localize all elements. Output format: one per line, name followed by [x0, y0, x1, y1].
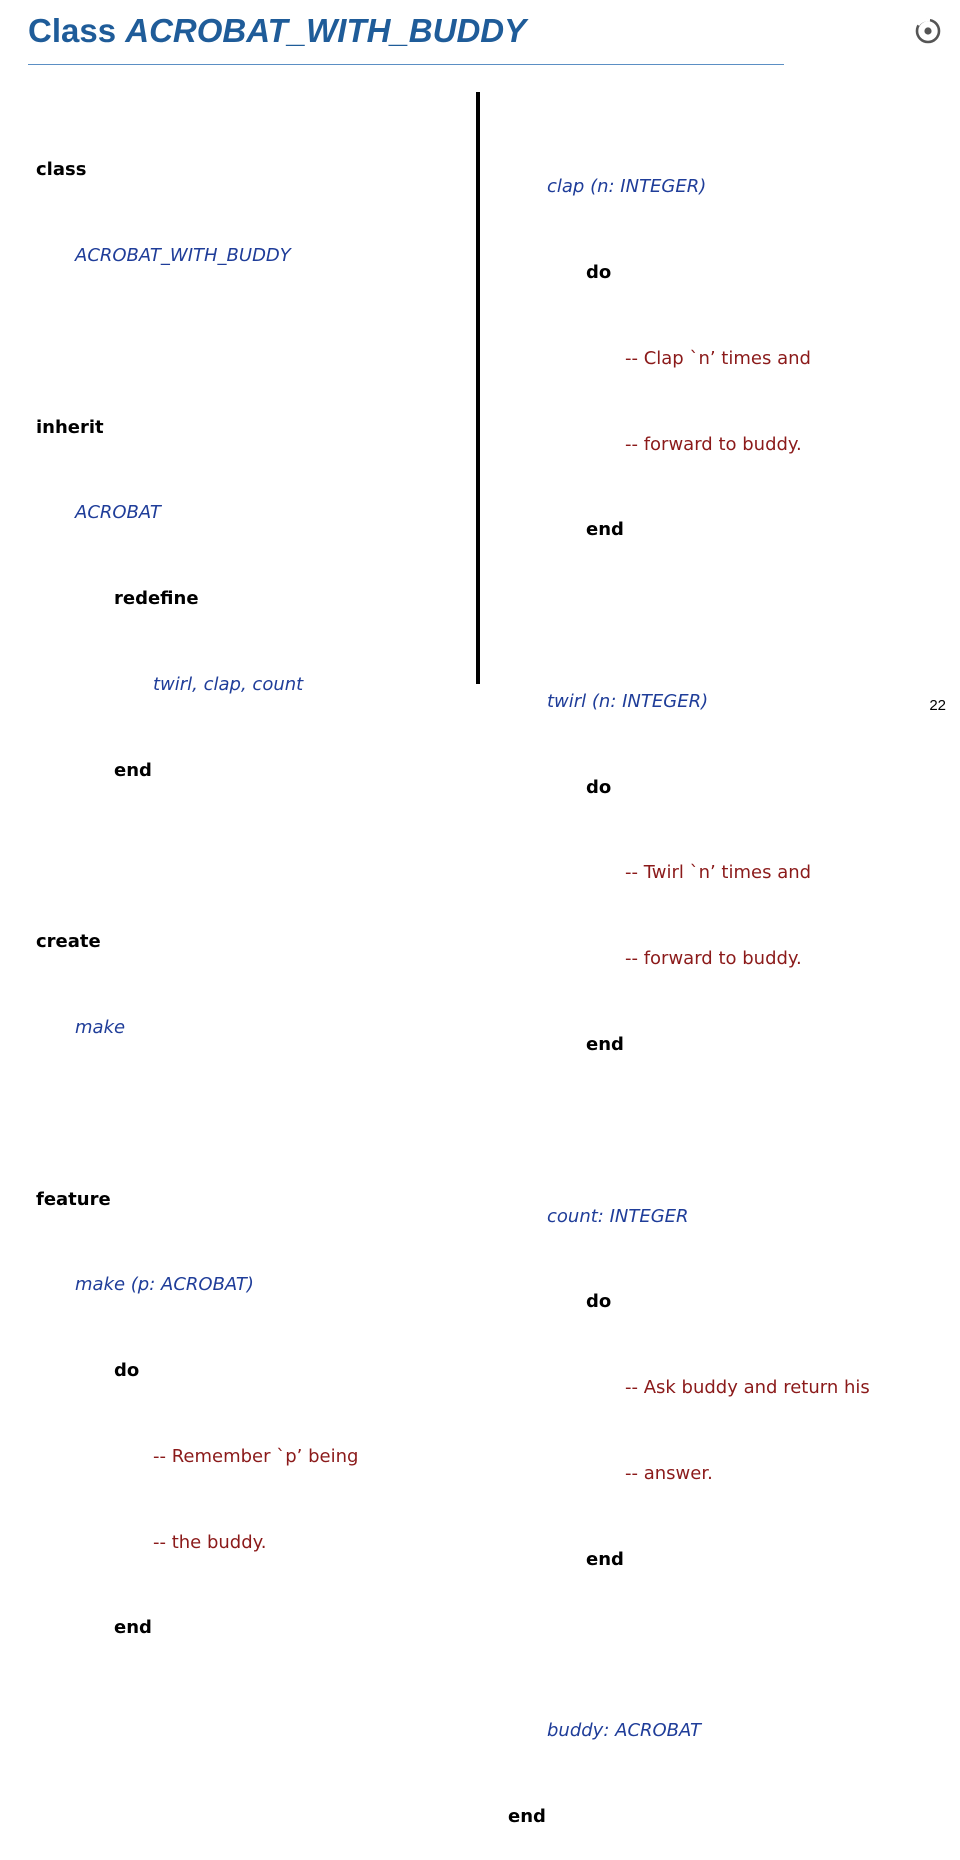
code-left-column — [36, 99, 358, 1672]
keyword-do: do — [586, 261, 612, 283]
make-signature: make (p: ACROBAT) — [75, 1274, 254, 1296]
parent-class: ACROBAT — [75, 502, 161, 524]
keyword-end: end — [586, 519, 624, 541]
slide-title — [28, 12, 526, 50]
class-name: ACROBAT_WITH_BUDDY — [75, 244, 291, 266]
code-comment: -- the buddy. — [153, 1531, 267, 1553]
title-class-name: ACROBAT_WITH_BUDDY — [125, 12, 527, 49]
code-comment: -- Remember `p’ being — [153, 1445, 359, 1467]
count-signature: count: INTEGER — [547, 1205, 689, 1227]
keyword-do: do — [586, 1291, 612, 1313]
buddy-signature: buddy: ACROBAT — [547, 1720, 702, 1742]
keyword-class: class — [36, 159, 87, 181]
keyword-inherit: inherit — [36, 416, 104, 438]
code-comment: -- forward to buddy. — [625, 433, 802, 455]
blank-line — [36, 1100, 358, 1129]
blank-line — [36, 328, 358, 357]
title-underline — [28, 64, 784, 65]
title-prefix: Class — [28, 12, 117, 49]
keyword-redefine: redefine — [114, 588, 199, 610]
keyword-end: end — [586, 1548, 624, 1570]
blank-line — [508, 602, 870, 631]
blank-line — [36, 842, 358, 871]
clap-signature: clap (n: INTEGER) — [547, 176, 707, 198]
redefined-features: twirl, clap, count — [153, 673, 304, 695]
keyword-create: create — [36, 931, 101, 953]
page-number: 22 — [929, 697, 946, 714]
creation-procedure: make — [75, 1017, 126, 1038]
code-comment: -- forward to buddy. — [625, 948, 802, 970]
eiffel-logo-icon — [913, 16, 943, 46]
twirl-signature: twirl (n: INTEGER) — [547, 690, 709, 712]
keyword-end: end — [586, 1034, 624, 1055]
keyword-end: end — [114, 759, 152, 781]
blank-line — [508, 1631, 870, 1660]
keyword-do: do — [114, 1360, 140, 1382]
column-divider — [476, 92, 480, 684]
keyword-class-end: end — [508, 1806, 546, 1828]
code-comment: -- Clap `n’ times and — [625, 347, 811, 369]
code-comment: -- answer. — [625, 1462, 713, 1484]
code-comment: -- Ask buddy and return his — [625, 1377, 870, 1399]
code-comment: -- Twirl `n’ times and — [625, 862, 812, 884]
keyword-end: end — [114, 1617, 152, 1639]
code-right-column — [508, 116, 870, 1860]
keyword-do: do — [586, 776, 612, 798]
keyword-feature: feature — [36, 1188, 111, 1210]
blank-line — [508, 1117, 870, 1146]
